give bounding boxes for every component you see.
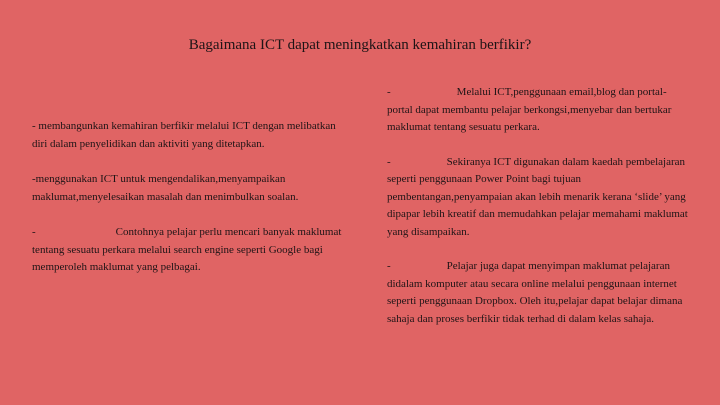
- right-point-1: [387, 84, 692, 137]
- bullet-dash: -: [32, 226, 36, 238]
- right-point-3: [387, 258, 692, 328]
- right-point-1-text: Melalui ICT,penggunaan email,blog dan portal-portal dapat membantu pelajar berkongsi,menyebar dan bertukar maklumat tentang sesuatu perkara.: [387, 86, 672, 133]
- right-column: [387, 84, 692, 345]
- right-point-3-text: Pelajar juga dapat menyimpan maklumat pelajaran didalam komputer atau secara online melalui penggunaan internet seperti penggunaan Dropbox. Oleh itu,pelajar dapat belajar dimana sahaja dan proses berfikir tidak terhad di dalam kelas sahaja.: [387, 260, 683, 325]
- left-point-1: - membangunkan kemahiran berfikir melalui ICT dengan melibatkan diri dalam penyelidikan dan aktiviti yang ditetapkan.: [32, 120, 336, 150]
- left-point-3-text: Contohnya pelajar perlu mencari banyak maklumat tentang sesuatu perkara melalui search engine seperti Google bagi memperoleh maklumat yang pelbagai.: [32, 226, 342, 273]
- right-point-2: [387, 154, 692, 242]
- left-point-3: [32, 224, 350, 277]
- right-point-2-text: Sekiranya ICT digunakan dalam kaedah pembelajaran seperti penggunaan Power Point bagi tujuan pembentangan,penyampaian akan lebih menarik kerana ‘slide’ yang dipapar lebih kreatif dan memudahkan pelajar memahami maklumat yang disampaikan.: [387, 155, 688, 238]
- left-column: [32, 118, 350, 295]
- left-point-2: -menggunakan ICT untuk mengendalikan,menyampaikan maklumat,menyelesaikan masalah dan menimbulkan soalan.: [32, 173, 299, 203]
- bullet-dash: -: [387, 155, 391, 168]
- bullet-dash: -: [387, 86, 391, 98]
- slide-title: Bagaimana ICT dapat meningkatkan kemahiran berfikir?: [188, 37, 532, 53]
- bullet-dash: -: [387, 260, 391, 272]
